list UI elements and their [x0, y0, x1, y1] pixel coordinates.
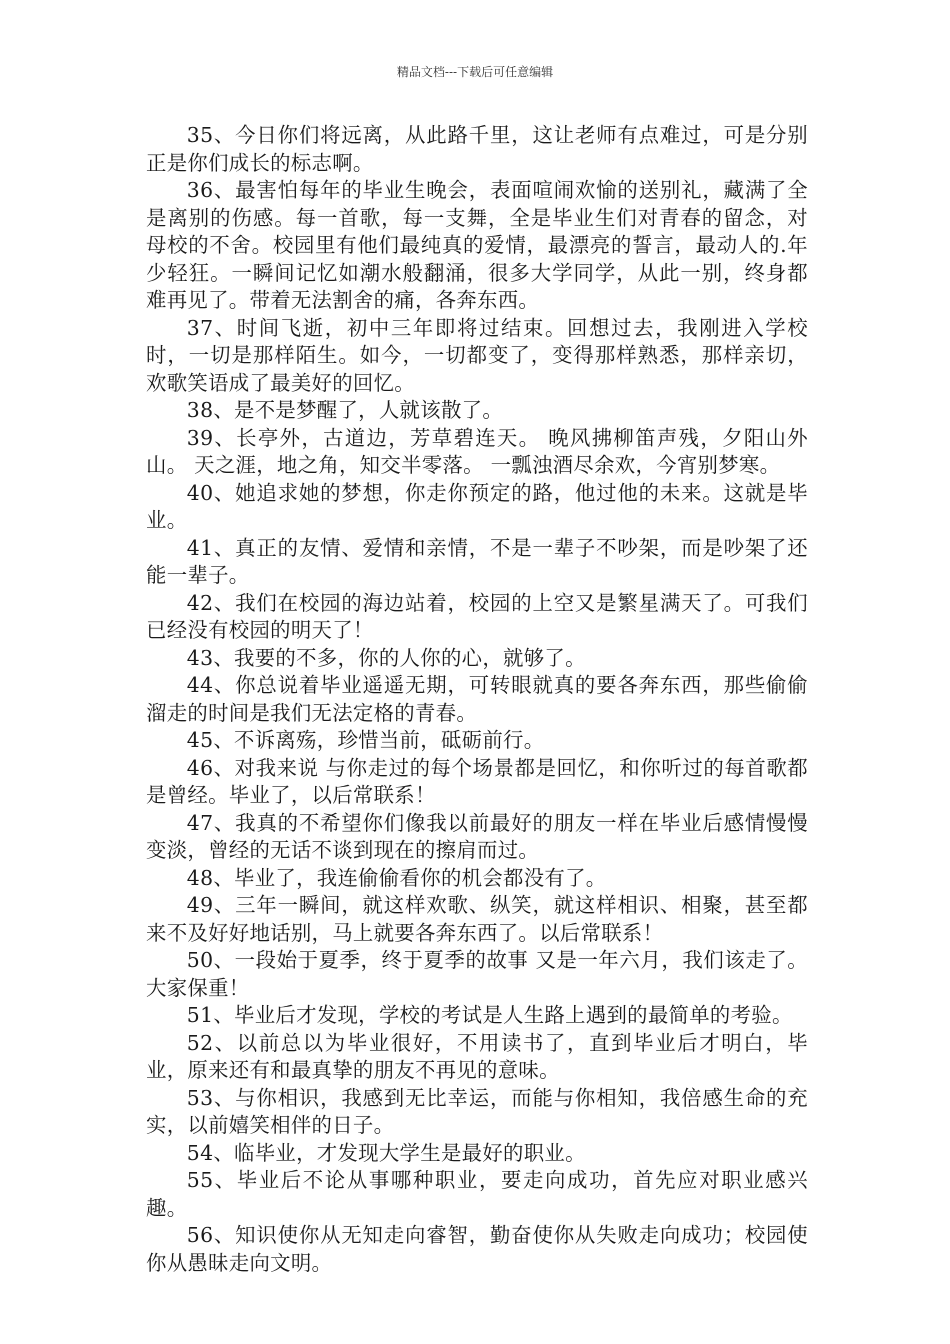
paragraph-38: 38、是不是梦醒了，人就该散了。: [186, 398, 504, 422]
paragraph-43: 43、我要的不多，你的人你的心，就够了。: [186, 645, 586, 670]
page-header: 精品文档---下载后可任意编辑: [396, 65, 554, 79]
paragraph-40: 40、她追求她的梦想，你走你预定的路，他过他的未来。这就是毕业。: [146, 480, 808, 532]
paragraph-56: 56、知识使你从无知走向睿智，勤奋使你从失败走向成功；校园使你从愚昧走向文明。: [146, 1223, 808, 1275]
paragraph-55: 55、毕业后不论从事哪种职业，要走向成功，首先应对职业感兴趣。: [146, 1168, 808, 1220]
paragraph-39: 39、长亭外，古道边，芳草碧连天。 晚风拂柳笛声残，夕阳山外山。 天之涯，地之角，知交半零落。 一瓢浊酒尽余欢，今宵别梦寒。: [146, 425, 808, 477]
paragraph-46: 46、对我来说 与你走过的每个场景都是回忆，和你听过的每首歌都是曾经。毕业了，以后常联系！: [146, 755, 808, 807]
paragraph-36: 36、最害怕每年的毕业生晚会，表面喧闹欢愉的送别礼，藏满了全是离别的伤感。每一首歌，每一支舞，全是毕业生们对青春的留念，对母校的不舍。校园里有他们最纯真的爱情，最漂亮的誓言，最动人的.年少轻狂。一瞬间记忆如潮水般翻涌，很多大学同学，从此一别，终身都难再见了。带着无法割舍的痛，各奔东西。: [146, 178, 808, 312]
paragraph-41: 41、真正的友情、爱情和亲情，不是一辈子不吵架，而是吵架了还能一辈子。: [146, 535, 808, 587]
paragraph-54: 54、临毕业，才发现大学生是最好的职业。: [186, 1140, 586, 1165]
paragraph-53: 53、与你相识，我感到无比幸运，而能与你相知，我倍感生命的充实，以前嬉笑相伴的日子。: [146, 1085, 808, 1137]
paragraph-50: 50、一段始于夏季，终于夏季的故事 又是一年六月，我们该走了。大家保重！: [146, 948, 808, 1000]
paragraph-42: 42、我们在校园的海边站着，校园的上空又是繁星满天了。可我们已经没有校园的明天了！: [146, 590, 808, 642]
paragraph-49: 49、三年一瞬间，就这样欢歌、纵笑，就这样相识、相聚，甚至都来不及好好地话别，马上就要各奔东西了。以后常联系！: [146, 893, 808, 945]
paragraph-47: 47、我真的不希望你们像我以前最好的朋友一样在毕业后感情慢慢变淡，曾经的无话不谈到现在的擦肩而过。: [146, 810, 808, 862]
paragraph-52: 52、以前总以为毕业很好，不用读书了，直到毕业后才明白，毕业，原来还有和最真挚的朋友不再见的意味。: [146, 1030, 808, 1082]
document-body: [146, 122, 808, 1277]
paragraph-45: 45、不诉离殇，珍惜当前，砥砺前行。: [186, 728, 545, 752]
paragraph-37: 37、时间飞逝，初中三年即将过结束。回想过去，我刚进入学校时，一切是那样陌生。如今，一切都变了，变得那样熟悉，那样亲切，欢歌笑语成了最美好的回忆。: [146, 315, 808, 395]
paragraph-51: 51、毕业后才发现，学校的考试是人生路上遇到的最简单的考验。: [186, 1003, 793, 1027]
paragraph-48: 48、毕业了，我连偷偷看你的机会都没有了。: [186, 865, 607, 890]
paragraph-44: 44、你总说着毕业遥遥无期，可转眼就真的要各奔东西，那些偷偷溜走的时间是我们无法定格的青春。: [146, 673, 808, 725]
paragraph-35: 35、今日你们将远离，从此路千里，这让老师有点难过，可是分别正是你们成长的标志啊。: [146, 123, 808, 175]
